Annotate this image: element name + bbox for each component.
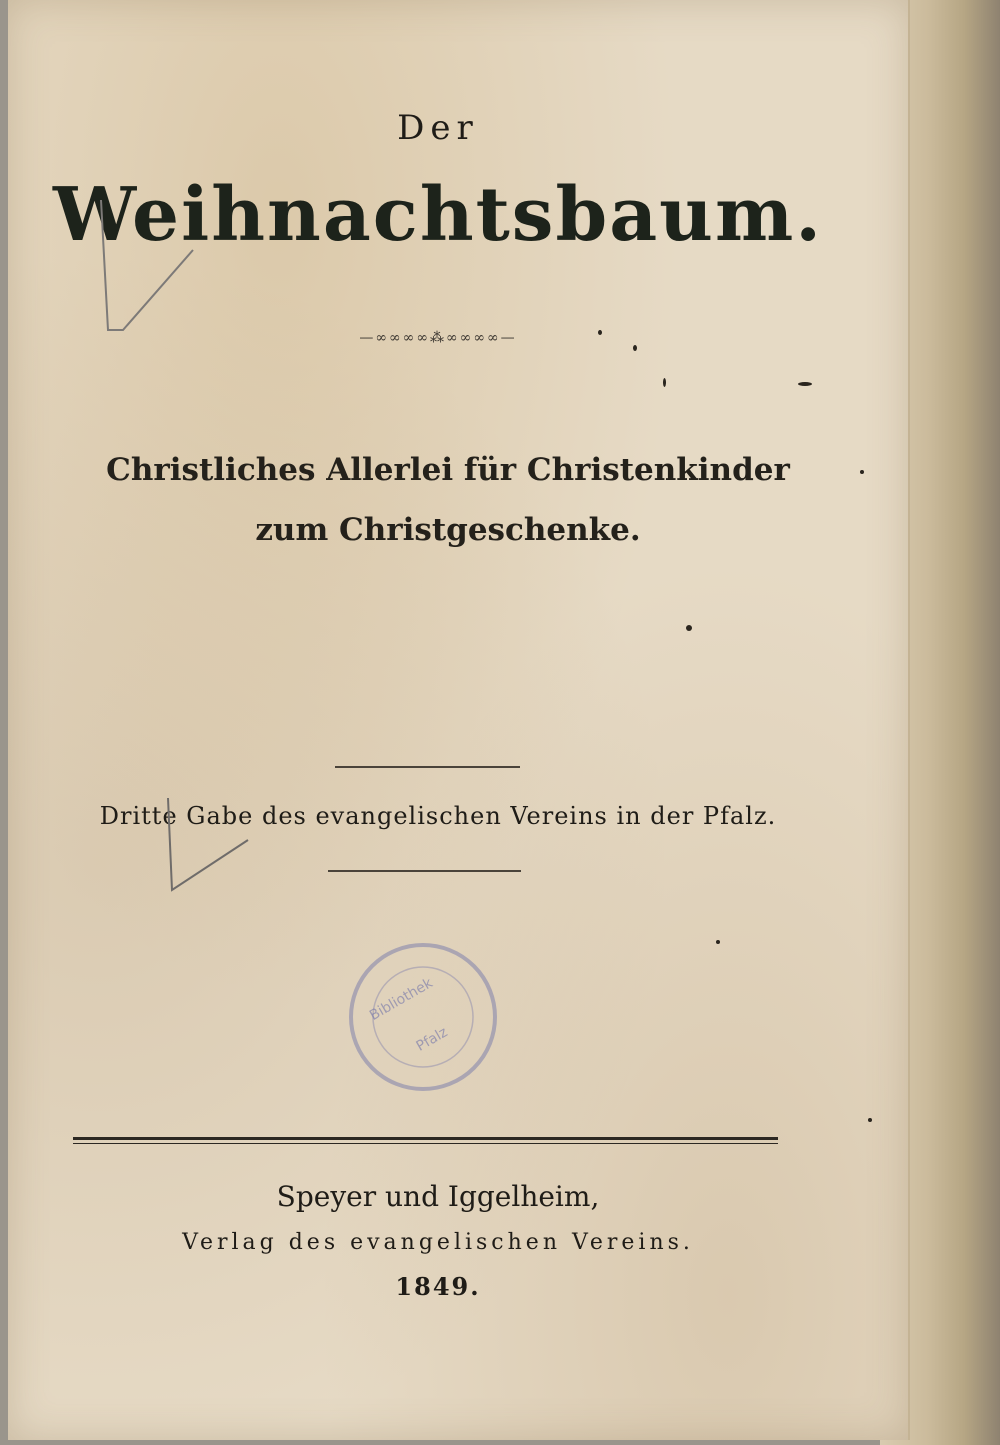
title-ornament: —∞∞∞∞⁂∞∞∞∞— (359, 330, 517, 346)
book-subtitle: Christliches Allerlei für Christenkinder zum Christgeschenke. (106, 452, 790, 548)
ink-speck (798, 382, 812, 386)
stamp-text-outer: Bibliothek (367, 975, 436, 1024)
library-stamp (338, 935, 508, 1100)
lower-rule (328, 870, 521, 872)
upper-rule (335, 766, 520, 768)
bottom-rule-thin (73, 1143, 778, 1144)
ink-speck (716, 940, 720, 944)
title-page (8, 0, 910, 1440)
stamp-text-inner: Pfalz (413, 1024, 451, 1055)
bottom-rule-thick (73, 1137, 778, 1140)
edition-line: Dritte Gabe des evangelischen Vereins in der Pfalz. (99, 802, 777, 830)
ink-speck (663, 378, 666, 387)
ink-speck (633, 345, 637, 351)
ink-speck (598, 330, 602, 335)
publication-year: 1849. (395, 1272, 481, 1301)
pencil-check-mark-bottom (158, 790, 258, 900)
ink-speck (868, 1118, 872, 1122)
title-article: Der (397, 108, 479, 148)
pencil-check-mark-top (93, 190, 203, 340)
publisher-line: Verlag des evangelischen Vereins. (182, 1230, 694, 1255)
ink-speck (860, 470, 864, 474)
book-title: Weihnachtsbaum. (52, 172, 824, 258)
ink-speck (686, 625, 692, 631)
publication-place: Speyer und Iggelheim, (276, 1180, 600, 1213)
